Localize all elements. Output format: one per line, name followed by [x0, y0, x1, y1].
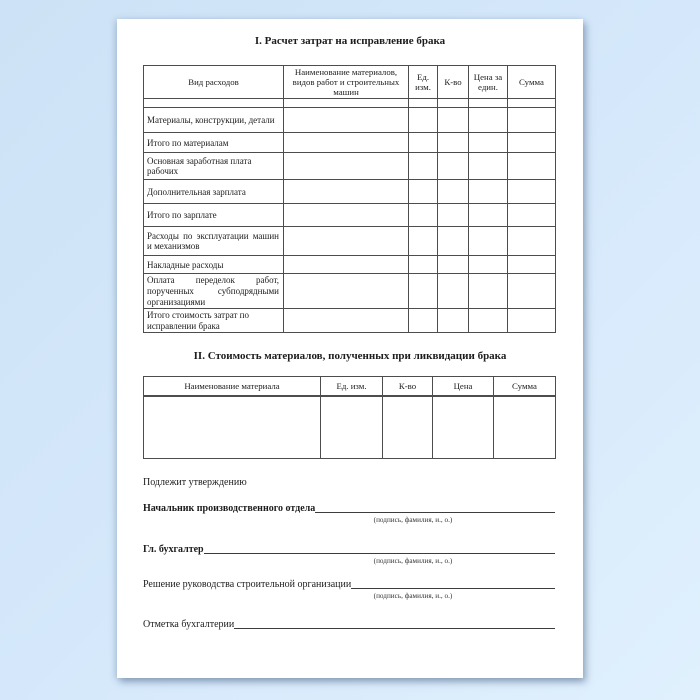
empty-cell [469, 108, 508, 133]
empty-cell [438, 108, 469, 133]
signature-line [143, 579, 555, 591]
empty-cell [438, 309, 469, 333]
empty-cell [409, 153, 438, 180]
signature-row-production-chief [143, 503, 555, 524]
table-row [144, 274, 556, 309]
header-quantity: К-во [383, 377, 433, 396]
table-row [144, 396, 556, 459]
empty-cell [469, 256, 508, 274]
empty-cell [433, 396, 494, 459]
empty-cell [508, 274, 556, 309]
row-label: Дополнительная зарплата [144, 180, 284, 204]
table-row [144, 227, 556, 256]
table-header-row [144, 377, 556, 396]
signature-caption: (подпись, фамилия, и., о.) [373, 557, 453, 565]
empty-cell [409, 180, 438, 204]
signature-blank-line [351, 587, 555, 589]
table-row [144, 108, 556, 133]
section1-title: I. Расчет затрат на исправление брака [254, 35, 446, 47]
empty-cell [284, 309, 409, 333]
header-material-name: Наименование материала [144, 377, 321, 396]
empty-cell [494, 396, 556, 459]
empty-cell [409, 133, 438, 153]
signature-row-chief-accountant [143, 544, 555, 565]
signature-caption: (подпись, фамилия, и., о.) [373, 516, 453, 524]
header-sum: Сумма [494, 377, 556, 396]
empty-cell [284, 204, 409, 227]
table-row [144, 153, 556, 180]
empty-cell [284, 153, 409, 180]
header-unit: Ед. изм. [409, 66, 438, 99]
empty-cell [409, 274, 438, 309]
empty-cell [469, 99, 508, 108]
spacer-row [144, 99, 556, 108]
empty-cell [438, 180, 469, 204]
empty-cell [508, 153, 556, 180]
table-header-row [144, 66, 556, 99]
header-price: Цена [433, 377, 494, 396]
empty-cell [508, 204, 556, 227]
empty-cell [409, 204, 438, 227]
empty-cell [321, 396, 383, 459]
empty-cell [508, 133, 556, 153]
defect-correction-costs-table [143, 65, 556, 333]
empty-cell [508, 256, 556, 274]
empty-cell [508, 309, 556, 333]
approval-note: Подлежит утверждению [143, 477, 247, 488]
signature-row-management-decision [143, 579, 555, 600]
section2-title: II. Стоимость материалов, полученных при ликвидации брака [193, 350, 507, 362]
empty-cell [284, 108, 409, 133]
empty-cell [409, 309, 438, 333]
empty-cell [508, 108, 556, 133]
empty-cell [469, 133, 508, 153]
signature-blank-line [234, 627, 555, 629]
empty-cell [469, 227, 508, 256]
table-row [144, 256, 556, 274]
empty-cell [469, 204, 508, 227]
table-row [144, 180, 556, 204]
signature-line [143, 503, 555, 515]
empty-cell [508, 99, 556, 108]
header-unit: Ед. изм. [321, 377, 383, 396]
empty-cell [438, 204, 469, 227]
empty-cell [469, 274, 508, 309]
empty-cell [144, 396, 321, 459]
row-label: Оплата переделок работ, порученных субподрядными организациями [144, 274, 284, 309]
header-quantity: К-во [438, 66, 469, 99]
empty-cell [508, 180, 556, 204]
row-label: Расходы по эксплуатации машин и механизмов [144, 227, 284, 256]
header-materials-name: Наименование материалов, видов работ и строительных машин [284, 66, 409, 99]
empty-cell [284, 180, 409, 204]
empty-cell [469, 153, 508, 180]
empty-cell [284, 274, 409, 309]
signature-caption: (подпись, фамилия, и., о.) [373, 592, 453, 600]
row-label: Итого по зарплате [144, 204, 284, 227]
empty-cell [438, 274, 469, 309]
signature-row-accounting-mark [143, 619, 555, 631]
row-label: Итого по материалам [144, 133, 284, 153]
empty-cell [383, 396, 433, 459]
empty-cell [438, 256, 469, 274]
empty-cell [284, 227, 409, 256]
empty-cell [409, 256, 438, 274]
row-label: Основная заработная плата рабочих [144, 153, 284, 180]
empty-cell [438, 153, 469, 180]
signature-label: Начальник производственного отдела [143, 503, 316, 514]
document-page [117, 19, 583, 678]
header-unit-price: Цена за един. [469, 66, 508, 99]
signature-line [143, 619, 555, 631]
header-expense-type: Вид расходов [144, 66, 284, 99]
empty-cell [284, 99, 409, 108]
empty-cell [469, 180, 508, 204]
empty-cell [409, 227, 438, 256]
row-label: Итого стоимость затрат по исправлении брака [144, 309, 284, 333]
empty-cell [409, 99, 438, 108]
row-label: Накладные расходы [144, 256, 284, 274]
signature-blank-line [315, 511, 555, 513]
table-row [144, 309, 556, 333]
header-sum: Сумма [508, 66, 556, 99]
signature-label: Решение руководства строительной организации [143, 579, 352, 590]
empty-cell [144, 99, 284, 108]
empty-cell [469, 309, 508, 333]
empty-cell [284, 133, 409, 153]
empty-cell [409, 108, 438, 133]
table-row [144, 204, 556, 227]
row-label: Материалы, конструкции, детали [144, 108, 284, 133]
signature-label: Отметка бухгалтерии [143, 619, 235, 630]
empty-cell [438, 133, 469, 153]
empty-cell [438, 99, 469, 108]
table-row [144, 133, 556, 153]
salvaged-materials-table [143, 376, 556, 459]
empty-cell [508, 227, 556, 256]
signature-blank-line [204, 552, 555, 554]
empty-cell [438, 227, 469, 256]
empty-cell [284, 256, 409, 274]
signature-label: Гл. бухгалтер [143, 544, 204, 555]
signature-line [143, 544, 555, 556]
